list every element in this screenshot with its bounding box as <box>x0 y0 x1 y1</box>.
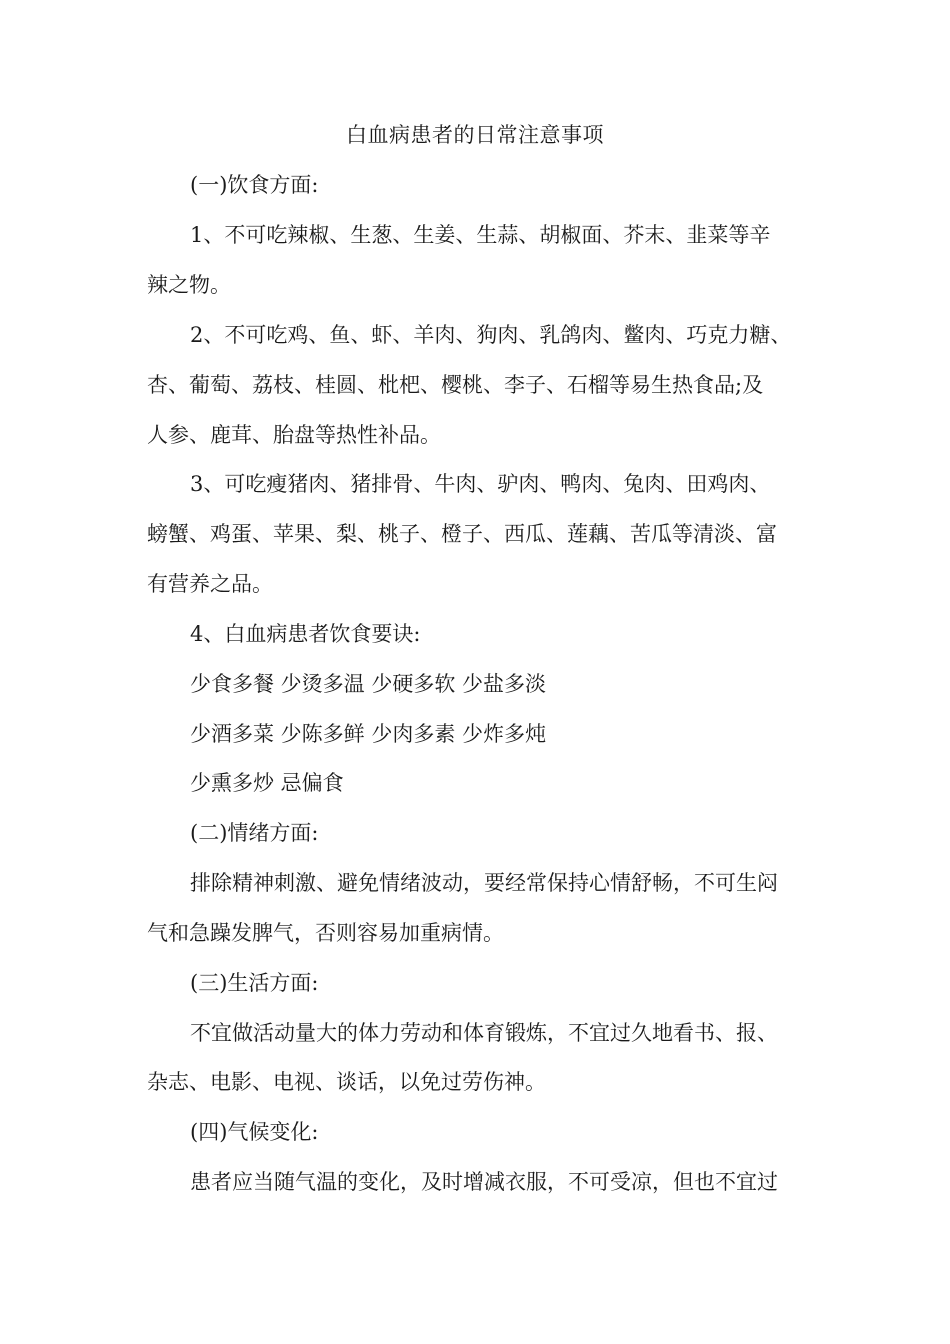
text-line: 杂志、电影、电视、谈话，以免过劳伤神。 <box>147 1070 546 1094</box>
text-line: 不宜做活动量大的体力劳动和体育锻炼，不宜过久地看书、报、 <box>190 1021 778 1045</box>
section-heading-emotion: (二)情绪方面: <box>190 821 319 845</box>
document-title: 白血病患者的日常注意事项 <box>346 123 604 147</box>
section-heading-life: (三)生活方面: <box>190 971 319 995</box>
section-heading-diet: (一)饮食方面: <box>190 173 319 197</box>
text-line: 有营养之品。 <box>147 572 273 596</box>
text-line: 螃蟹、鸡蛋、苹果、梨、桃子、橙子、西瓜、莲藕、苦瓜等清淡、富 <box>147 522 777 546</box>
text-line: 1、不可吃辣椒、生葱、生姜、生蒜、胡椒面、芥末、韭菜等辛 <box>190 223 771 247</box>
diet-rhyme-line: 少食多餐 少烫多温 少硬多软 少盐多淡 <box>190 672 547 696</box>
text-line: 气和急躁发脾气，否则容易加重病情。 <box>147 921 504 945</box>
text-line: 4、白血病患者饮食要诀: <box>190 622 421 646</box>
text-line: 患者应当随气温的变化，及时增减衣服，不可受凉，但也不宜过 <box>190 1170 778 1194</box>
section-heading-climate: (四)气候变化: <box>190 1120 319 1144</box>
diet-rhyme-line: 少酒多菜 少陈多鲜 少肉多素 少炸多炖 <box>190 722 547 746</box>
text-line: 2、不可吃鸡、鱼、虾、羊肉、狗肉、乳鸽肉、鳖肉、巧克力糖、 <box>190 323 792 347</box>
diet-rhyme-line: 少熏多炒 忌偏食 <box>190 771 344 795</box>
text-line: 杏、葡萄、荔枝、桂圆、枇杷、樱桃、李子、石榴等易生热食品;及 <box>147 373 764 397</box>
text-line: 人参、鹿茸、胎盘等热性补品。 <box>147 423 441 447</box>
text-line: 3、可吃瘦猪肉、猪排骨、牛肉、驴肉、鸭肉、兔肉、田鸡肉、 <box>190 472 771 496</box>
text-line: 排除精神刺激、避免情绪波动，要经常保持心情舒畅，不可生闷 <box>190 871 778 895</box>
text-line: 辣之物。 <box>147 273 231 297</box>
